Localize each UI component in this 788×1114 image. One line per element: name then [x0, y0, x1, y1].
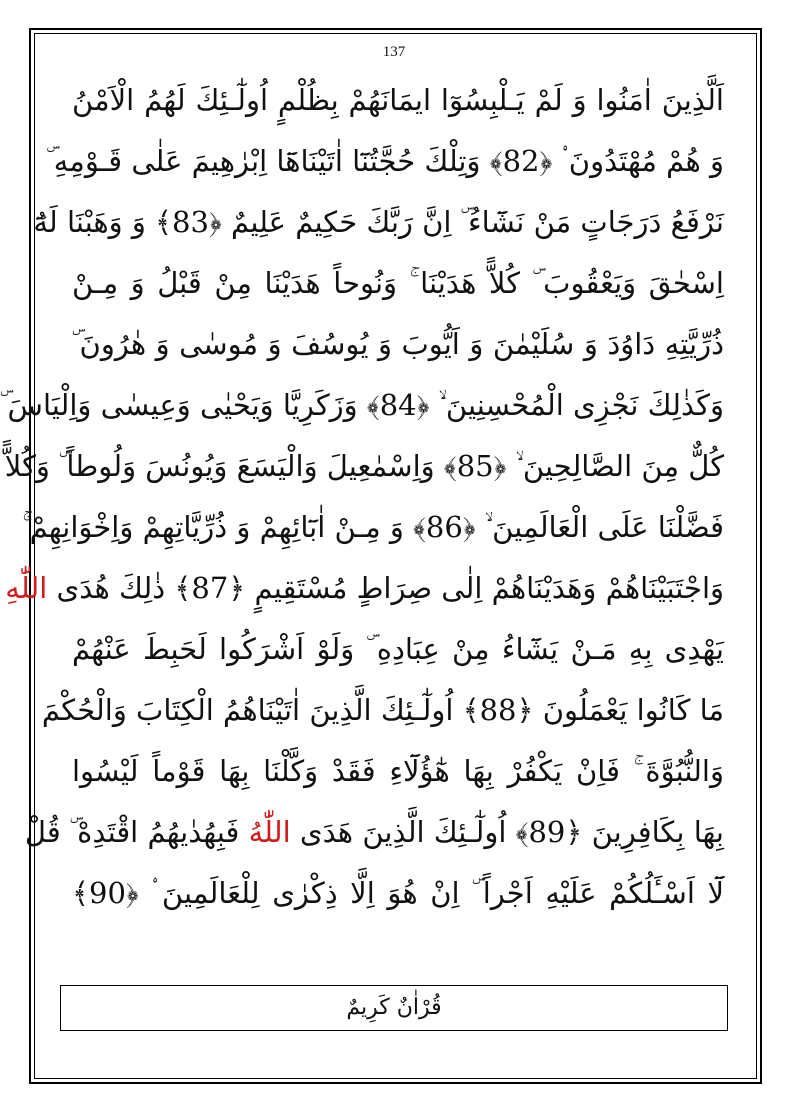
text-line: اَلَّذِينَ اٰمَنُوا وَ لَمْ يَـلْبِسُوٓا ايمَانَهُمْ بِظُلْمٍ اُولٰٓـئِكَ لَهُمُ الْاَمْنُ — [72, 83, 724, 117]
text-line: كُلٌّ مِنَ الصَّالِحِينَ ۙ ﴿85﴾ وَاِسْمٰعِيلَ وَالْيَسَعَ وَيُونُسَ وَلُوطاً ۜ وَكُلاًّ — [4, 449, 724, 483]
text-line: وَكَذٰلِكَ نَجْزِى الْمُحْسِنِينَ ۙ ﴿84﴾ وَزَكَرِيَّا وَيَحْيٰى وَعِيسٰى وَاِلْيَاسَ ۜ — [0, 388, 724, 422]
divine-name-highlight: اللّٰهُ — [248, 815, 291, 849]
text-line: اِسْحٰقَ وَيَعْقُوبَ ۜ كُلاًّ هَدَيْنَا ۚ وَنُوحاً هَدَيْنَا مِنْ قَبْلُ وَ مِـنْ — [72, 266, 724, 300]
footer-title-box — [60, 985, 728, 1031]
text-line: لَٓا اَسْـَٔلُكُمْ عَلَيْهِ اَجْراً ۜ اِنْ هُوَ اِلَّا ذِكْرٰى لِلْعَالَمِينَ ۟ ﴿90﴾ — [72, 876, 724, 910]
divine-name-highlight: اللّٰهِ — [5, 571, 48, 605]
page-number: 137 — [382, 44, 406, 60]
footer-title: قُرْاٰنٌ كَرِيمٌ — [346, 995, 442, 1020]
text-line: بِهَا بِكَافِرِينَ ﴿89﴾ اُولٰٓـئِكَ الَّذِينَ هَدَى اللّٰهُ فَبِهُدٰيهُمُ اقْتَدِهْ ۜ قُلْ — [24, 815, 724, 849]
text-line: وَالنُّبُوَّةَ ۚ فَاِنْ يَكْفُرْ بِهَا هٰٓؤُلَٓاءِ فَقَدْ وَكَّلْنَا بِهَا قَوْماً لَيْسُوا — [72, 754, 724, 788]
text-line: فَضَّلْنَا عَلَى الْعَالَمِينَ ۙ ﴿86﴾ وَ مِـنْ اٰبَٓائِهِمْ وَ ذُرِّيَّاتِهِمْ وَاِخْوَانِهِمْ ۚ — [22, 510, 724, 544]
text-line: ذُرِّيَّتِهِ دَاوُدَ وَ سُلَيْمٰنَ وَ اَيُّوبَ وَ يُوسُفَ وَ مُوسٰى وَ هٰرُونَ ۜ — [72, 327, 724, 361]
text-line: يَهْدِى بِهِ مَـنْ يَشَٓاءُ مِنْ عِبَادِهِ ۜ وَلَوْ اَشْرَكُوا لَحَبِطَ عَنْهُمْ — [72, 632, 724, 666]
text-line: وَ هُمْ مُهْتَدُونَ ۟ ﴿82﴾ وَتِلْكَ حُجَّتُنَٓا اٰتَيْنَاهَٓا اِبْرٰهِيمَ عَلٰى قَـوْمِهِ ۜ — [46, 144, 724, 178]
text-line: مَا كَانُوا يَعْمَلُونَ ﴿88﴾ اُولٰٓـئِكَ الَّذِينَ اٰتَيْنَاهُمُ الْكِتَابَ وَالْحُكْمَ — [41, 693, 724, 727]
text-line: نَرْفَعُ دَرَجَاتٍ مَنْ نَشَٓاءُ ۜ اِنَّ رَبَّكَ حَكِيمٌ عَلِيمٌ ﴿83﴾ وَ وَهَبْنَا لَهُٓ — [33, 205, 724, 239]
verse-text-block — [0, 70, 724, 924]
text-line: وَاجْتَبَيْنَاهُمْ وَهَدَيْنَاهُمْ اِلٰى صِرَاطٍ مُسْتَقِيمٍ ﴿87﴾ ذٰلِكَ هُدَى اللّٰهِ — [5, 571, 724, 605]
